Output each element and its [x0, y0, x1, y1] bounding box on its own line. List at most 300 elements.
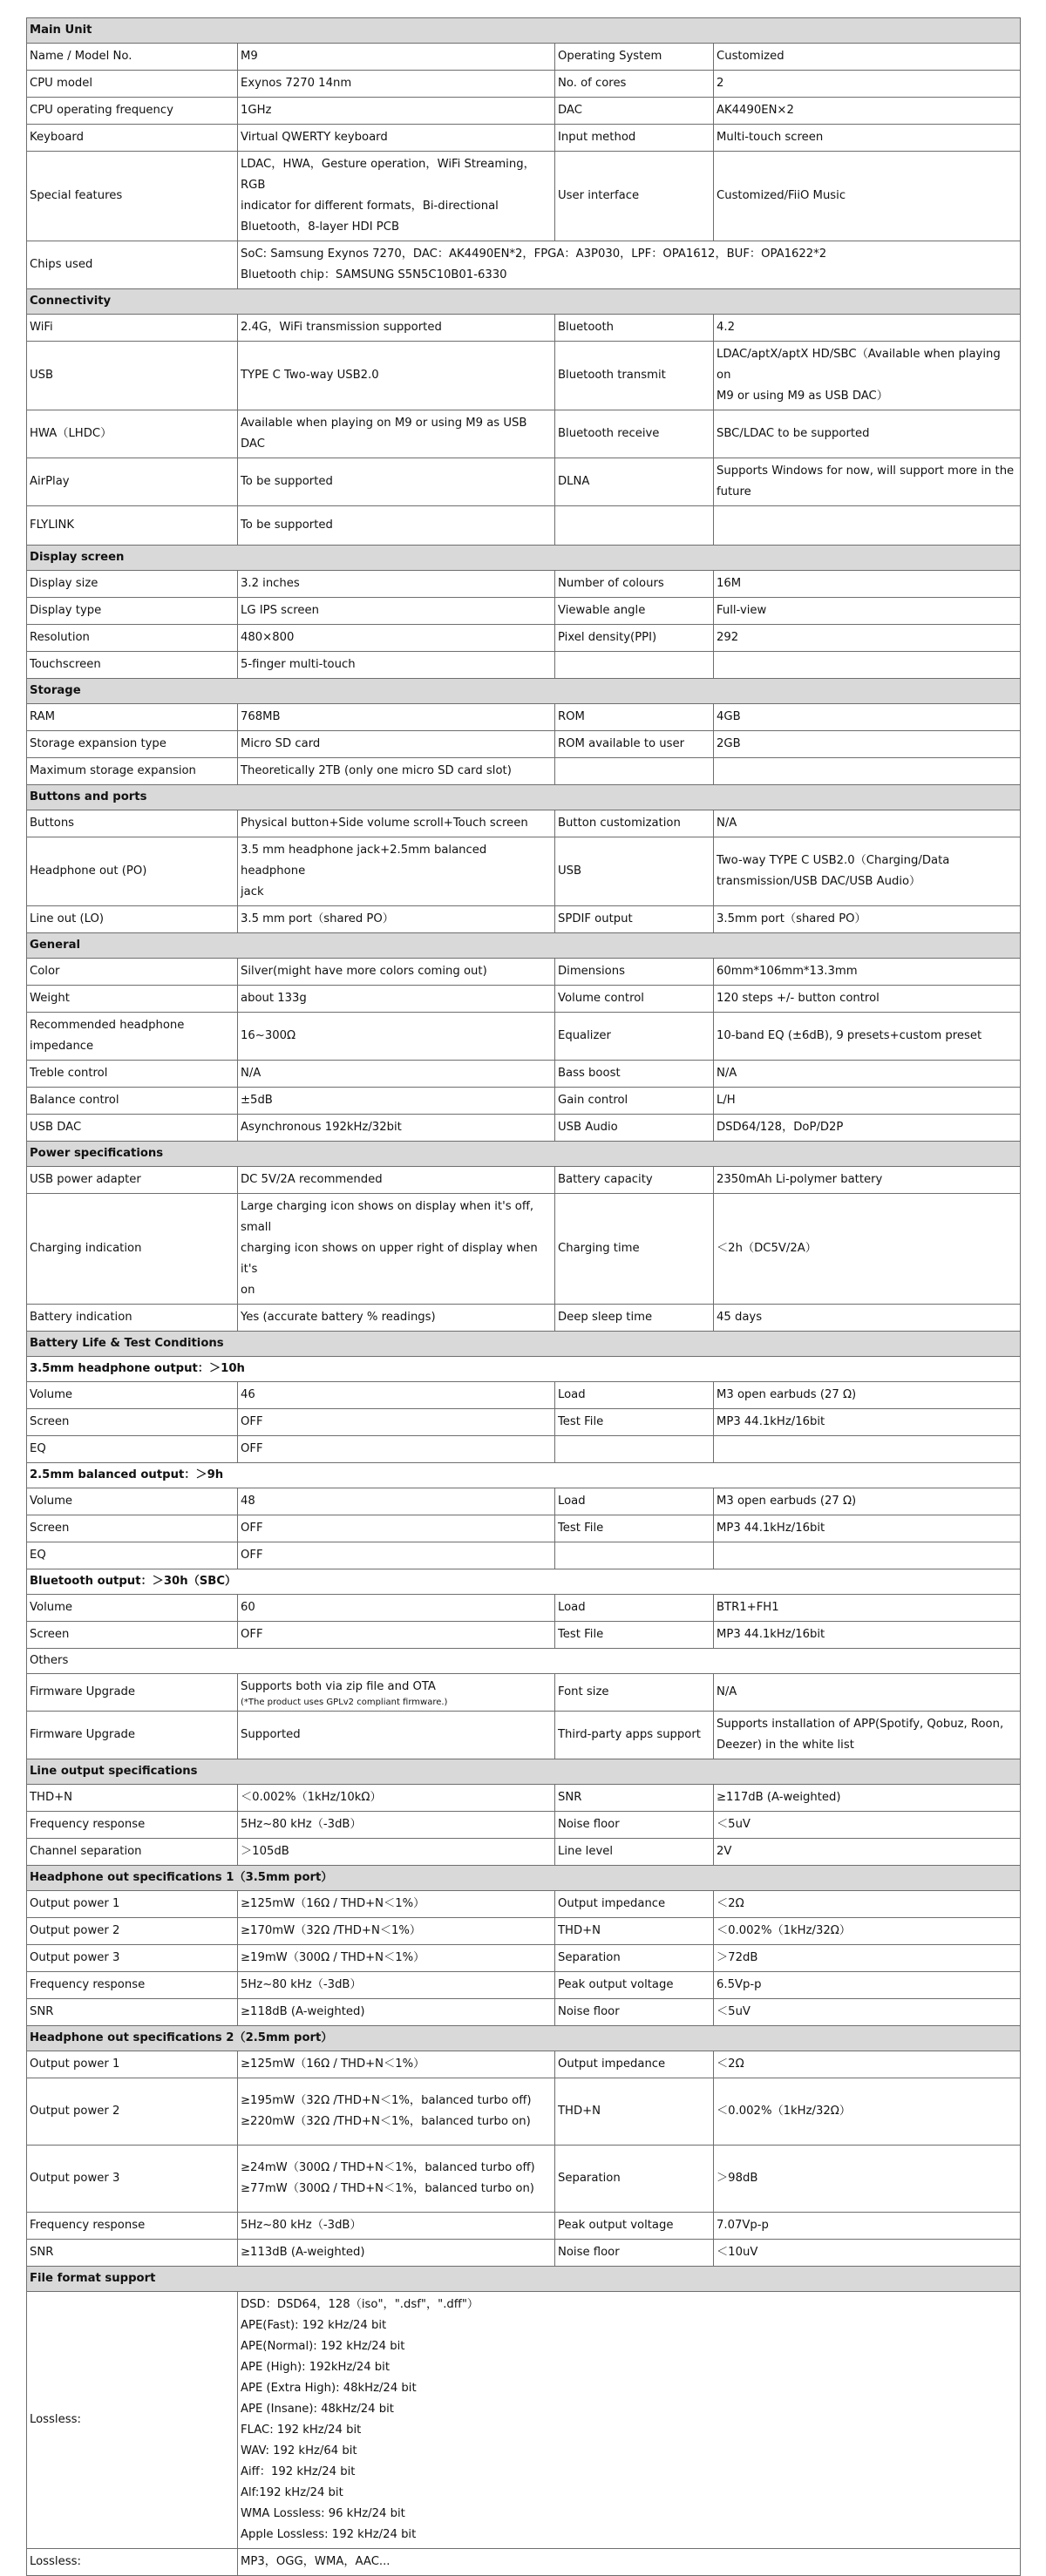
cell-line: LDAC，HWA，Gesture operation，WiFi Streaming，RGB	[241, 158, 535, 192]
spec-label: User interface	[555, 152, 714, 241]
spec-label: USB	[555, 837, 714, 906]
section-title: Buttons and ports	[27, 785, 1021, 810]
spec-value: MP3 44.1kHz/16bit	[714, 1622, 1021, 1649]
spec-label: Dimensions	[555, 959, 714, 986]
table-row	[27, 571, 1021, 598]
spec-label	[555, 506, 714, 546]
cell-line: Two-way TYPE C USB2.0（Charging/Data	[717, 854, 950, 867]
table-row	[27, 704, 1021, 731]
cell-line: WMA Lossless: 96 kHz/24 bit	[241, 2507, 405, 2520]
spec-label: Color	[27, 959, 238, 986]
section-header-row	[27, 2267, 1021, 2292]
spec-label: ROM	[555, 704, 714, 731]
section-title: General	[27, 933, 1021, 959]
spec-value: AK4490EN×2	[714, 98, 1021, 125]
cell-line: APE(Fast): 192 kHz/24 bit	[241, 2319, 387, 2332]
spec-label: FLYLINK	[27, 506, 238, 546]
spec-label: Output power 2	[27, 1918, 238, 1945]
spec-value: ＜0.002%（1kHz/32Ω）	[714, 1918, 1021, 1945]
cell-line: on	[241, 1284, 255, 1297]
spec-value: ≥125mW（16Ω / THD+N＜1%）	[238, 2051, 555, 2078]
spec-value: 2V	[714, 1839, 1021, 1866]
table-row	[27, 598, 1021, 625]
spec-label: Number of colours	[555, 571, 714, 598]
spec-label: Output power 1	[27, 1891, 238, 1918]
spec-label: Equalizer	[555, 1013, 714, 1061]
spec-value: 292	[714, 625, 1021, 652]
table-row	[27, 125, 1021, 152]
spec-value: ≥19mW（300Ω / THD+N＜1%）	[238, 1945, 555, 1972]
spec-label: Keyboard	[27, 125, 238, 152]
table-row	[27, 152, 1021, 241]
spec-label: Gain control	[555, 1088, 714, 1115]
table-row	[27, 1115, 1021, 1142]
spec-value: 3.2 inches	[238, 571, 555, 598]
spec-label: Noise floor	[555, 1999, 714, 2026]
spec-label: SNR	[27, 1999, 238, 2026]
spec-value: Customized	[714, 44, 1021, 71]
spec-value: 10-band EQ (±6dB), 9 presets+custom preset	[714, 1013, 1021, 1061]
spec-value	[238, 837, 555, 906]
cell-line: APE (High): 192kHz/24 bit	[241, 2361, 390, 2374]
spec-value: 5-finger multi-touch	[238, 652, 555, 679]
spec-value: M3 open earbuds (27 Ω)	[714, 1382, 1021, 1409]
spec-label: Screen	[27, 1409, 238, 1436]
spec-label: Line level	[555, 1839, 714, 1866]
table-row	[27, 986, 1021, 1013]
spec-value	[714, 652, 1021, 679]
spec-value: DSD64/128，DoP/D2P	[714, 1115, 1021, 1142]
spec-value: OFF	[238, 1515, 555, 1542]
spec-label: USB	[27, 342, 238, 410]
spec-value: 5Hz~80 kHz（-3dB）	[238, 1972, 555, 1999]
section-header-row	[27, 785, 1021, 810]
spec-value	[714, 1542, 1021, 1569]
spec-value: MP3，OGG，WMA，AAC...	[238, 2549, 1021, 2576]
table-row	[27, 458, 1021, 506]
spec-value: 3.5 mm port（shared PO）	[238, 906, 555, 933]
section-header-row	[27, 2026, 1021, 2051]
spec-label: Line out (LO)	[27, 906, 238, 933]
table-row	[27, 342, 1021, 410]
spec-value: Customized/FiiO Music	[714, 152, 1021, 241]
spec-value: 48	[238, 1488, 555, 1515]
table-row	[27, 506, 1021, 546]
spec-value	[238, 1674, 555, 1712]
spec-label: Touchscreen	[27, 652, 238, 679]
spec-label: THD+N	[555, 2078, 714, 2146]
spec-value: Yes (accurate battery % readings)	[238, 1305, 555, 1332]
spec-value: 768MB	[238, 704, 555, 731]
table-row	[27, 1674, 1021, 1712]
table-row	[27, 731, 1021, 758]
section-header-row	[27, 1759, 1021, 1785]
spec-label: Channel separation	[27, 1839, 238, 1866]
table-row	[27, 1999, 1021, 2026]
spec-label: Charging indication	[27, 1194, 238, 1305]
table-row	[27, 241, 1021, 289]
spec-label: Test File	[555, 1622, 714, 1649]
spec-value: 5Hz~80 kHz（-3dB）	[238, 1812, 555, 1839]
spec-value: N/A	[714, 1674, 1021, 1712]
table-row	[27, 1305, 1021, 1332]
spec-value: To be supported	[238, 458, 555, 506]
table-row	[27, 1622, 1021, 1649]
cell-line: 3.5 mm headphone jack+2.5mm balanced headphone	[241, 844, 487, 878]
table-row	[27, 1194, 1021, 1305]
spec-label: USB DAC	[27, 1115, 238, 1142]
table-row	[27, 98, 1021, 125]
spec-value: Theoretically 2TB (only one micro SD card slot)	[238, 758, 555, 785]
cell-line: ≥220mW（32Ω /THD+N＜1%，balanced turbo on)	[241, 2115, 531, 2128]
table-row	[27, 1382, 1021, 1409]
section-title: Headphone out specifications 2（2.5mm port）	[27, 2026, 1021, 2051]
table-row	[27, 1649, 1021, 1674]
spec-label: SNR	[555, 1785, 714, 1812]
cell-line: APE(Normal): 192 kHz/24 bit	[241, 2340, 405, 2353]
table-row	[27, 810, 1021, 837]
spec-label: No. of cores	[555, 71, 714, 98]
spec-label	[555, 758, 714, 785]
spec-label: Maximum storage expansion	[27, 758, 238, 785]
spec-value: 60mm*106mm*13.3mm	[714, 959, 1021, 986]
spec-value: M3 open earbuds (27 Ω)	[714, 1488, 1021, 1515]
spec-label: DAC	[555, 98, 714, 125]
spec-label: Load	[555, 1382, 714, 1409]
table-row	[27, 71, 1021, 98]
cell-line: transmission/USB DAC/USB Audio）	[717, 875, 921, 888]
cell-line: FLAC: 192 kHz/24 bit	[241, 2423, 362, 2437]
section-header-row	[27, 1142, 1021, 1167]
spec-value	[238, 241, 1021, 289]
spec-label: Chips used	[27, 241, 238, 289]
table-row	[27, 1088, 1021, 1115]
table-row	[27, 2549, 1021, 2576]
section-title: Main Unit	[27, 18, 1021, 44]
spec-label: Buttons	[27, 810, 238, 837]
spec-label: Balance control	[27, 1088, 238, 1115]
spec-label: USB power adapter	[27, 1167, 238, 1194]
spec-label: Volume control	[555, 986, 714, 1013]
spec-label: Load	[555, 1595, 714, 1622]
section-header-row	[27, 546, 1021, 571]
spec-label: Display type	[27, 598, 238, 625]
spec-value: ≥118dB (A-weighted)	[238, 1999, 555, 2026]
spec-label: Peak output voltage	[555, 1972, 714, 1999]
table-row	[27, 1488, 1021, 1515]
spec-label: AirPlay	[27, 458, 238, 506]
spec-value: Asynchronous 192kHz/32bit	[238, 1115, 555, 1142]
spec-value: 4GB	[714, 704, 1021, 731]
table-row	[27, 1972, 1021, 1999]
section-title: File format support	[27, 2267, 1021, 2292]
spec-value: Exynos 7270 14nm	[238, 71, 555, 98]
spec-label: Headphone out (PO)	[27, 837, 238, 906]
spec-value: N/A	[714, 1061, 1021, 1088]
spec-value: TYPE C Two-way USB2.0	[238, 342, 555, 410]
spec-label: Frequency response	[27, 2213, 238, 2240]
spec-value: about 133g	[238, 986, 555, 1013]
section-title: Headphone out specifications 1（3.5mm port）	[27, 1866, 1021, 1891]
spec-value: ＜5uV	[714, 1812, 1021, 1839]
cell-line: LDAC/aptX/aptX HD/SBC（Available when playing on	[717, 348, 1001, 382]
cell-line: M9 or using M9 as USB DAC）	[717, 390, 888, 403]
spec-label: Display size	[27, 571, 238, 598]
spec-label: Weight	[27, 986, 238, 1013]
spec-label: Bluetooth transmit	[555, 342, 714, 410]
spec-value	[714, 758, 1021, 785]
spec-value: 45 days	[714, 1305, 1021, 1332]
spec-label: Button customization	[555, 810, 714, 837]
spec-value: ＜0.002%（1kHz/10kΩ）	[238, 1785, 555, 1812]
spec-value: 4.2	[714, 315, 1021, 342]
spec-value	[238, 1194, 555, 1305]
spec-label: Lossless:	[27, 2549, 238, 2576]
table-row	[27, 2051, 1021, 2078]
spec-label	[555, 652, 714, 679]
section-header-row	[27, 1332, 1021, 1357]
spec-label	[555, 1542, 714, 1569]
table-row	[27, 2078, 1021, 2146]
spec-label: SPDIF output	[555, 906, 714, 933]
cell-line: future	[717, 485, 751, 498]
table-row	[27, 1409, 1021, 1436]
cell-line: Supports installation of APP(Spotify, Qobuz, Roon,	[717, 1718, 1004, 1731]
spec-label: Bluetooth	[555, 315, 714, 342]
spec-value: 3.5mm port（shared PO）	[714, 906, 1021, 933]
spec-label: Lossless:	[27, 2292, 238, 2549]
spec-label: Frequency response	[27, 1812, 238, 1839]
spec-value: ＜2Ω	[714, 1891, 1021, 1918]
section-title: Storage	[27, 679, 1021, 704]
spec-value: 480×800	[238, 625, 555, 652]
spec-label: HWA（LHDC）	[27, 410, 238, 458]
cell-line: ≥24mW（300Ω / THD+N＜1%，balanced turbo off)	[241, 2161, 535, 2174]
spec-value	[714, 342, 1021, 410]
table-row	[27, 625, 1021, 652]
cell-line: impedance	[30, 1040, 94, 1053]
spec-value: ＜2Ω	[714, 2051, 1021, 2078]
cell-line: Bluetooth chip：SAMSUNG S5N5C10B01-6330	[241, 268, 507, 281]
spec-value: L/H	[714, 1088, 1021, 1115]
table-row	[27, 1515, 1021, 1542]
cell-line: indicator for different formats，Bi-directional	[241, 200, 499, 213]
spec-label: Storage expansion type	[27, 731, 238, 758]
spec-value: OFF	[238, 1436, 555, 1463]
spec-value: SBC/LDAC to be supported	[714, 410, 1021, 458]
spec-label: Output power 1	[27, 2051, 238, 2078]
spec-value: Available when playing on M9 or using M9 as USB DAC	[238, 410, 555, 458]
spec-value: Virtual QWERTY keyboard	[238, 125, 555, 152]
table-row	[27, 1357, 1021, 1382]
table-row	[27, 652, 1021, 679]
section-header-row	[27, 289, 1021, 315]
spec-label: Battery indication	[27, 1305, 238, 1332]
spec-label: Screen	[27, 1622, 238, 1649]
spec-value: 60	[238, 1595, 555, 1622]
spec-value: 2350mAh Li-polymer battery	[714, 1167, 1021, 1194]
spec-value: DC 5V/2A recommended	[238, 1167, 555, 1194]
spec-label	[27, 1013, 238, 1061]
spec-table-body	[27, 18, 1021, 2576]
spec-label: EQ	[27, 1436, 238, 1463]
cell-line: Deezer) in the white list	[717, 1739, 854, 1752]
table-row	[27, 1812, 1021, 1839]
table-row	[27, 758, 1021, 785]
table-row	[27, 959, 1021, 986]
table-row	[27, 2213, 1021, 2240]
spec-value: ＞105dB	[238, 1839, 555, 1866]
table-row	[27, 1891, 1021, 1918]
spec-label: Screen	[27, 1515, 238, 1542]
table-row	[27, 1839, 1021, 1866]
cell-line: ≥195mW（32Ω /THD+N＜1%，balanced turbo off)	[241, 2094, 532, 2107]
spec-label: Separation	[555, 2146, 714, 2213]
spec-label: Output impedance	[555, 1891, 714, 1918]
section-title: Connectivity	[27, 289, 1021, 315]
spec-label: Battery capacity	[555, 1167, 714, 1194]
cell-line: Supports both via zip file and OTA	[241, 1680, 436, 1693]
table-row	[27, 1436, 1021, 1463]
section-title: Battery Life & Test Conditions	[27, 1332, 1021, 1357]
spec-value: OFF	[238, 1409, 555, 1436]
spec-value: ＞98dB	[714, 2146, 1021, 2213]
table-row	[27, 1712, 1021, 1759]
spec-label: Deep sleep time	[555, 1305, 714, 1332]
spec-value: 46	[238, 1382, 555, 1409]
cell-line: APE (Insane): 48kHz/24 bit	[241, 2403, 394, 2416]
spec-value: OFF	[238, 1622, 555, 1649]
cell-line: APE (Extra High): 48kHz/24 bit	[241, 2382, 417, 2395]
cell-line: jack	[241, 885, 264, 898]
spec-label: Charging time	[555, 1194, 714, 1305]
table-row	[27, 1945, 1021, 1972]
spec-value	[714, 506, 1021, 546]
cell-line: DSD：DSD64，128（iso"，".dsf"，".dff"）	[241, 2298, 479, 2311]
spec-value: ＜2h（DC5V/2A）	[714, 1194, 1021, 1305]
table-row	[27, 837, 1021, 906]
spec-value: Physical button+Side volume scroll+Touch screen	[238, 810, 555, 837]
subsection-title: 2.5mm balanced output：＞9h	[27, 1463, 1021, 1488]
spec-value: ＜5uV	[714, 1999, 1021, 2026]
spec-label: EQ	[27, 1542, 238, 1569]
table-row	[27, 1463, 1021, 1488]
spec-value: BTR1+FH1	[714, 1595, 1021, 1622]
spec-value: Micro SD card	[238, 731, 555, 758]
spec-label: Name / Model No.	[27, 44, 238, 71]
spec-label: SNR	[27, 2240, 238, 2267]
spec-label: Volume	[27, 1595, 238, 1622]
spec-label	[555, 1436, 714, 1463]
spec-label: RAM	[27, 704, 238, 731]
spec-label: Frequency response	[27, 1972, 238, 1999]
table-row	[27, 1013, 1021, 1061]
spec-value: M9	[238, 44, 555, 71]
spec-label: Third-party apps support	[555, 1712, 714, 1759]
spec-value: ≥125mW（16Ω / THD+N＜1%）	[238, 1891, 555, 1918]
spec-value: 16~300Ω	[238, 1013, 555, 1061]
spec-label: Bluetooth receive	[555, 410, 714, 458]
spec-label: Output impedance	[555, 2051, 714, 2078]
spec-label: THD+N	[555, 1918, 714, 1945]
spec-label: Resolution	[27, 625, 238, 652]
spec-value	[238, 2078, 555, 2146]
table-row	[27, 2146, 1021, 2213]
spec-label: Special features	[27, 152, 238, 241]
spec-value: 1GHz	[238, 98, 555, 125]
spec-table	[26, 17, 1021, 2576]
spec-value: 2GB	[714, 731, 1021, 758]
spec-value: 2	[714, 71, 1021, 98]
table-row	[27, 906, 1021, 933]
spec-label: Viewable angle	[555, 598, 714, 625]
spec-value: N/A	[238, 1061, 555, 1088]
spec-label: Output power 2	[27, 2078, 238, 2146]
spec-value: ≥170mW（32Ω /THD+N＜1%）	[238, 1918, 555, 1945]
spec-value: ＞72dB	[714, 1945, 1021, 1972]
spec-label: Firmware Upgrade	[27, 1712, 238, 1759]
spec-label: Volume	[27, 1382, 238, 1409]
spec-value: Supported	[238, 1712, 555, 1759]
cell-line: Alf:192 kHz/24 bit	[241, 2486, 343, 2499]
spec-label: ROM available to user	[555, 731, 714, 758]
spec-value: 2.4G，WiFi transmission supported	[238, 315, 555, 342]
section-header-row	[27, 18, 1021, 44]
table-row	[27, 44, 1021, 71]
spec-label: Separation	[555, 1945, 714, 1972]
spec-label: CPU operating frequency	[27, 98, 238, 125]
spec-value: ≥117dB (A-weighted)	[714, 1785, 1021, 1812]
spec-value: 16M	[714, 571, 1021, 598]
spec-label: Noise floor	[555, 2240, 714, 2267]
table-row	[27, 1167, 1021, 1194]
table-row	[27, 1061, 1021, 1088]
subsection-title: Bluetooth output：＞30h（SBC）	[27, 1569, 1021, 1595]
spec-label: DLNA	[555, 458, 714, 506]
spec-label: WiFi	[27, 315, 238, 342]
spec-value: OFF	[238, 1542, 555, 1569]
cell-line: Recommended headphone	[30, 1019, 185, 1032]
spec-label: THD+N	[27, 1785, 238, 1812]
table-row	[27, 1918, 1021, 1945]
section-title: Line output specifications	[27, 1759, 1021, 1785]
firmware-note: (*The product uses GPLv2 compliant firmware.)	[241, 1698, 448, 1707]
table-row	[27, 2292, 1021, 2549]
table-row	[27, 1569, 1021, 1595]
cell-line: Supports Windows for now, will support more in the	[717, 464, 1015, 478]
spec-value: N/A	[714, 810, 1021, 837]
spec-value: 5Hz~80 kHz（-3dB）	[238, 2213, 555, 2240]
spec-label: Noise floor	[555, 1812, 714, 1839]
spec-label: Test File	[555, 1515, 714, 1542]
table-row	[27, 1595, 1021, 1622]
spec-label: USB Audio	[555, 1115, 714, 1142]
section-header-row	[27, 679, 1021, 704]
table-row	[27, 315, 1021, 342]
cell-line: SoC: Samsung Exynos 7270，DAC：AK4490EN*2，FPGA：A3P030，LPF：OPA1612，BUF：OPA1622*2	[241, 247, 827, 261]
spec-value	[714, 837, 1021, 906]
table-row	[27, 1542, 1021, 1569]
cell-line: WAV: 192 kHz/64 bit	[241, 2444, 357, 2457]
cell-line: ≥77mW（300Ω / THD+N＜1%，balanced turbo on)	[241, 2182, 534, 2195]
spec-value: To be supported	[238, 506, 555, 546]
spec-label: Font size	[555, 1674, 714, 1712]
section-header-row	[27, 1866, 1021, 1891]
table-row	[27, 2240, 1021, 2267]
spec-label: Output power 3	[27, 2146, 238, 2213]
table-row	[27, 1785, 1021, 1812]
spec-value: MP3 44.1kHz/16bit	[714, 1515, 1021, 1542]
